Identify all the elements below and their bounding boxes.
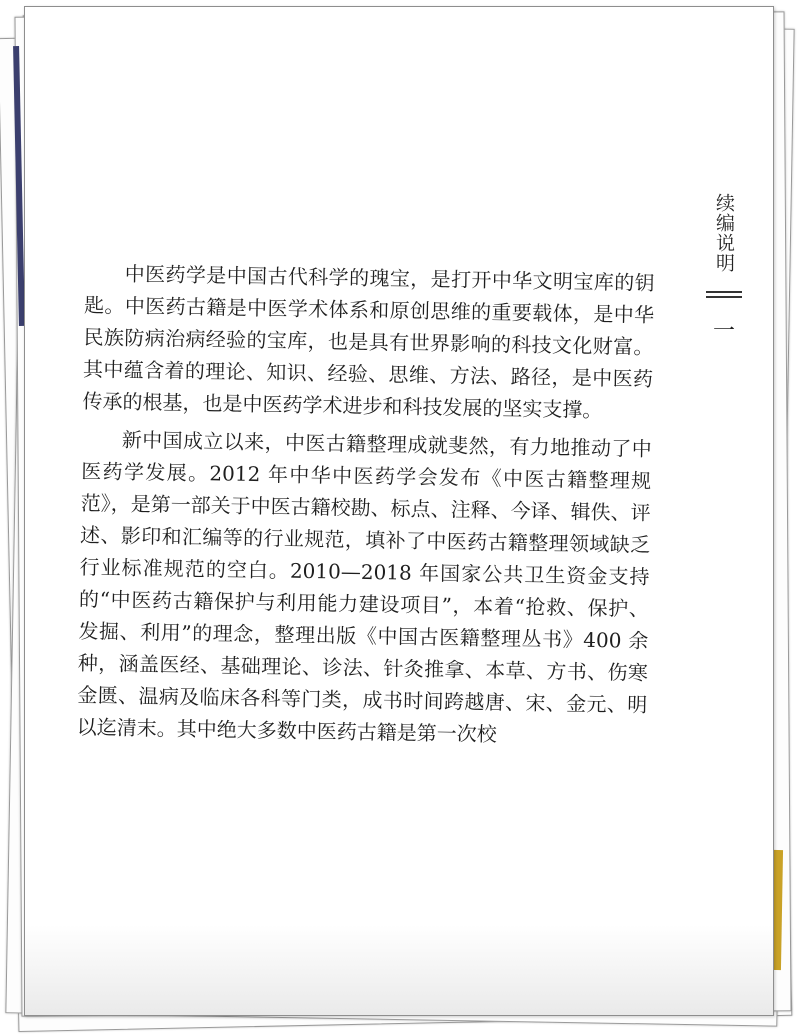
section-side-tab (701, 187, 747, 345)
section-rule (706, 291, 742, 298)
paragraph: 新中国成立以来，中医古籍整理成就斐然，有力地推动了中医药学发展。2012 年中华中医药学会发布《中医古籍整理规范》，是第一部关于中医古籍校勘、标点、注释、今译、辑佚、评述、影印和汇编等的行业规范，填补了中医药古籍整理领域缺乏行业标准规范的空白。2010—2018 年国家公共卫生资金支持的“中医药古籍保护与利用能力建设项目”，本着“抢救、保护、发掘、利用”的理念，整理出版《中国古医籍整理丛书》400 余种，涵盖医经、基础理论、诊法、针灸推拿、本草、方书、伤寒金匮、温病及临床各科等门类，成书时间跨越唐、宋、金元、明以迄清末。其中绝大多数中医药古籍是第一次校 (76, 427, 652, 747)
body-text (76, 257, 654, 759)
section-title: 续编说明 (713, 193, 735, 273)
page-number: 一 (712, 319, 735, 344)
book-page (24, 6, 774, 1016)
paragraph: 中医药学是中国古代科学的瑰宝，是打开中华文明宝库的钥匙。中医药古籍是中医学术体系和原创思维的重要载体，是中华民族防病治病经验的宝库，也是具有世界影响的科技文化财富。其中蕴含着的理论、知识、经验、思维、方法、路径，是中医药传承的根基，也是中医药学术进步和科技发展的坚实支撑。 (82, 261, 655, 423)
page-shadow (25, 925, 773, 1015)
